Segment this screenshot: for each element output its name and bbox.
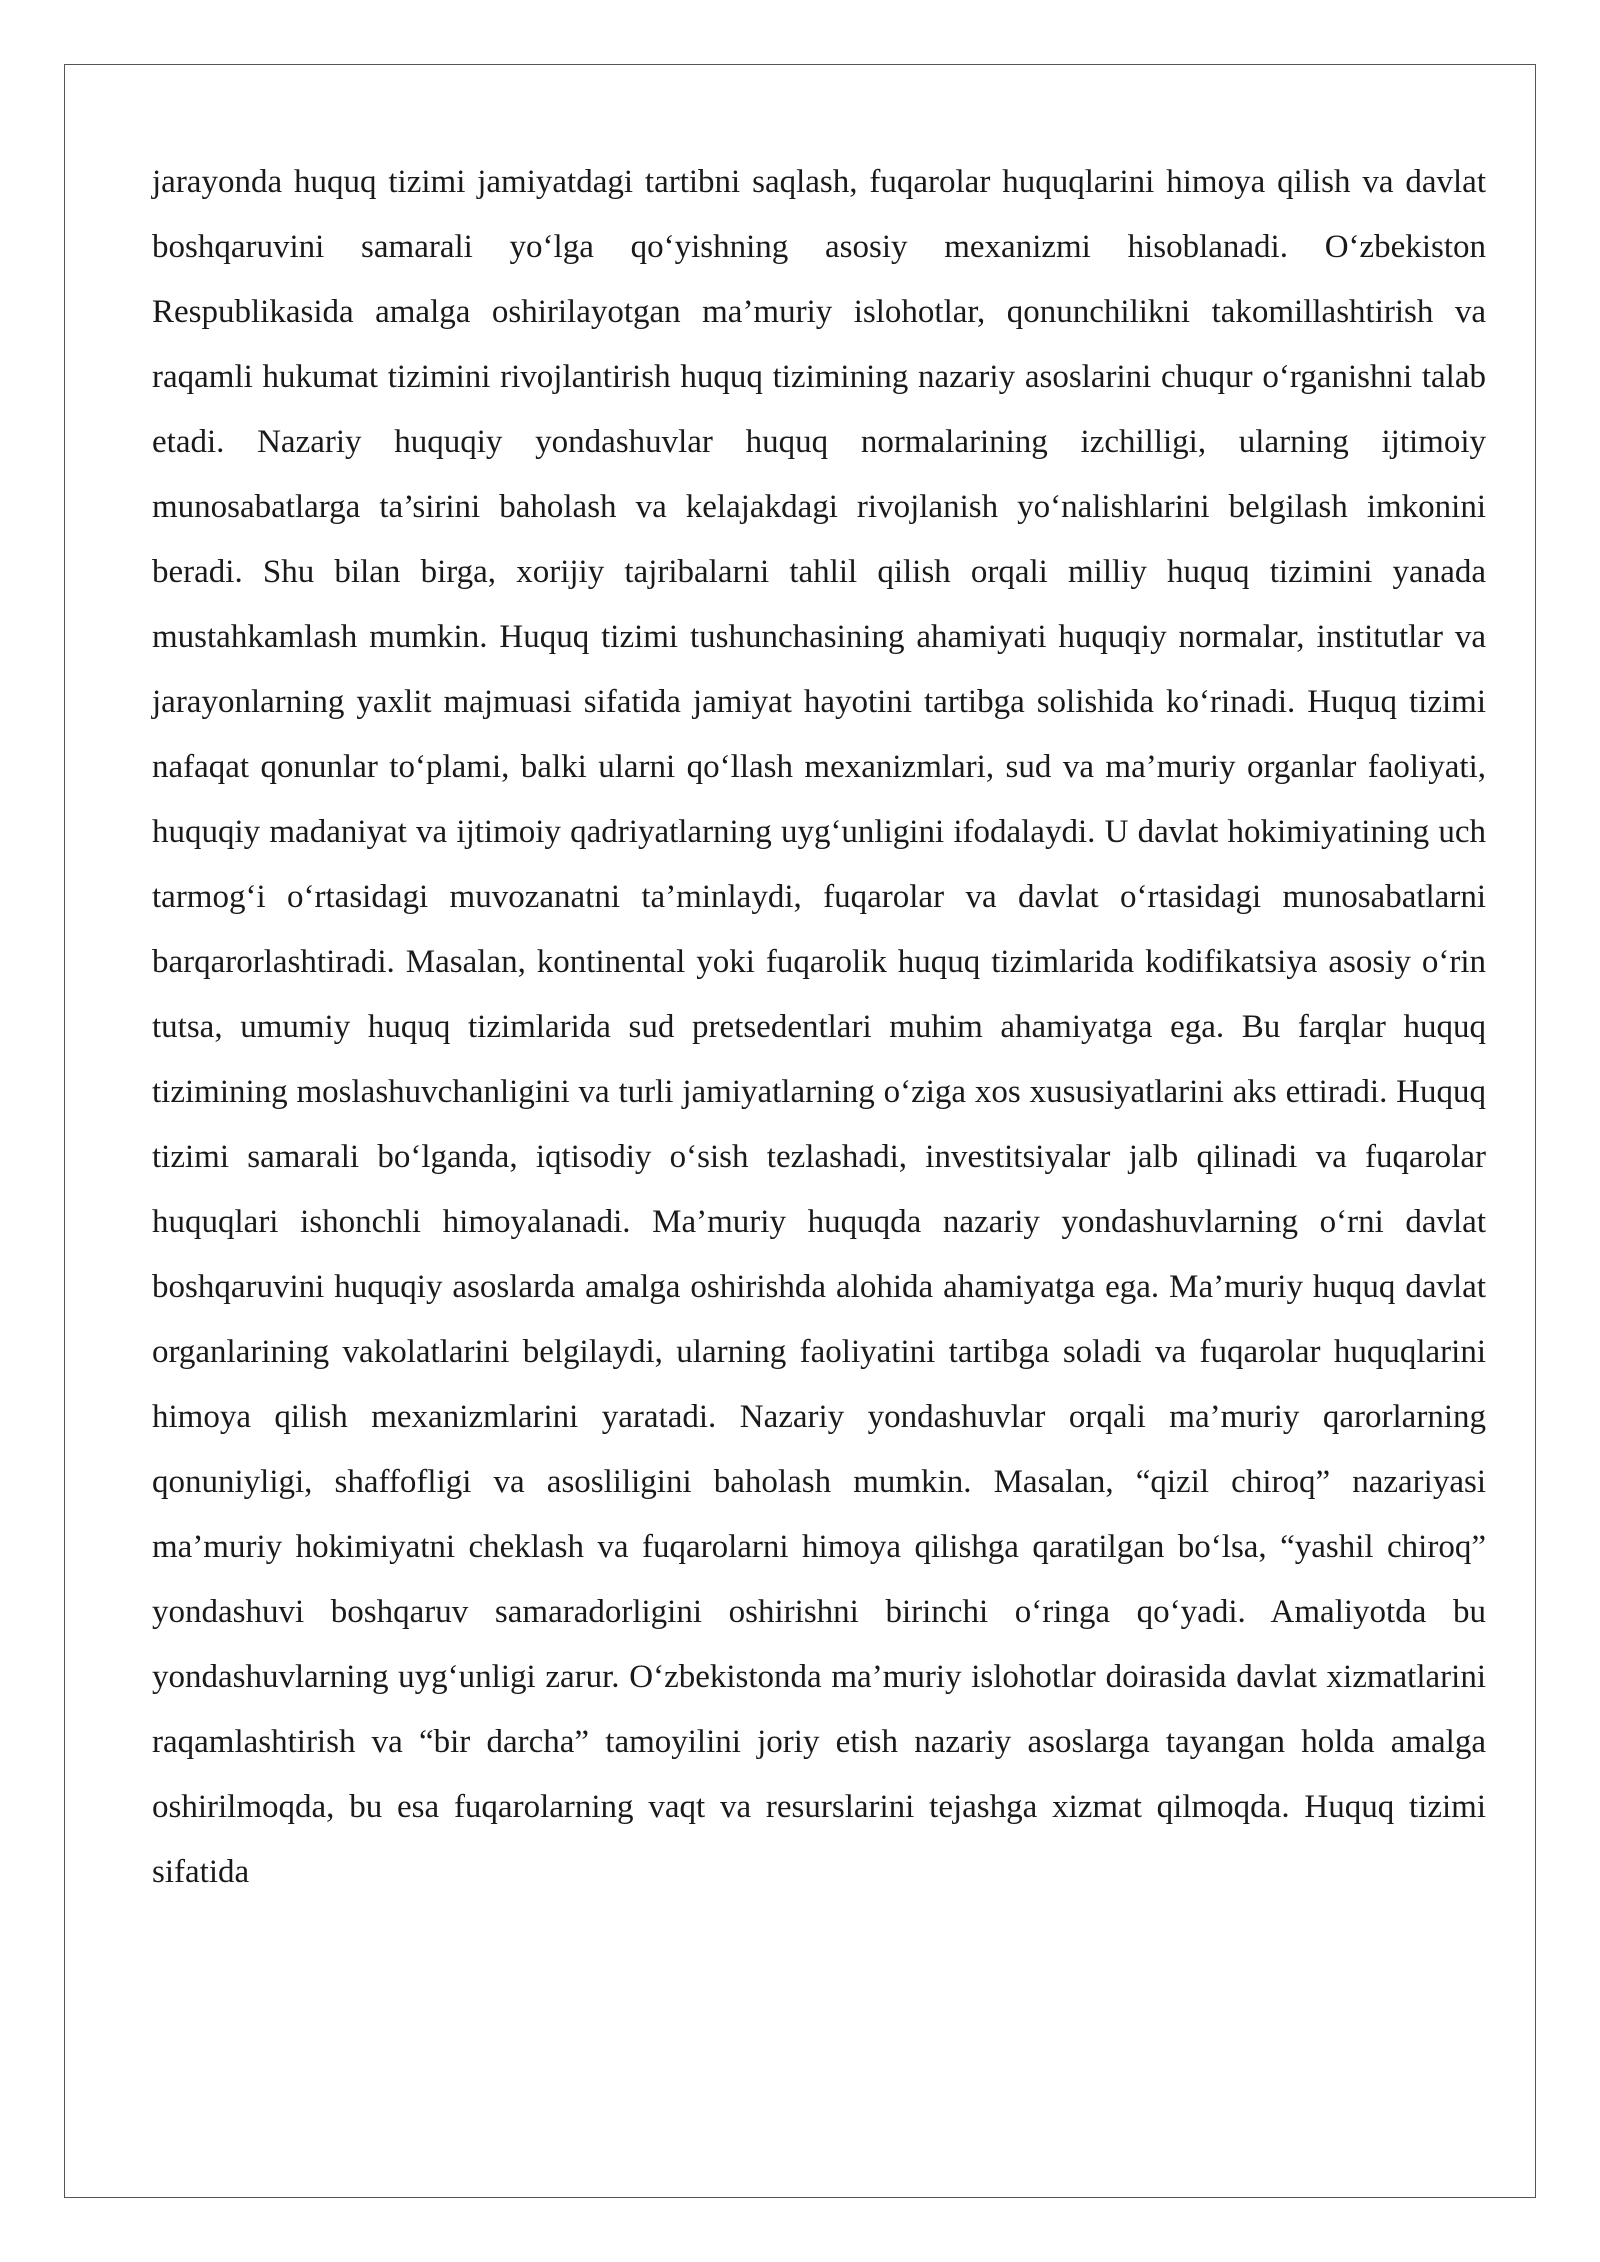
body-paragraph: jarayonda huquq tizimi jamiyatdagi tartibni saqlash, fuqarolar huquqlarini himoya qilish va davlat boshqaruvini samarali yo‘lga qo‘yishning asosiy mexanizmi hisoblanadi. O‘zbekiston Respublikasida amalga oshirilayotgan ma’muriy islohotlar, qonunchilikni takomillashtirish va raqamli hukumat tizimini rivojlantirish huquq tizimining nazariy asoslarini chuqur o‘rganishni talab etadi. Nazariy huquqiy yondashuvlar huquq normalarining izchilligi, ularning ijtimoiy munosabatlarga ta’sirini baholash va kelajakdagi rivojlanish yo‘nalishlarini belgilash imkonini beradi. Shu bilan birga, xorijiy tajribalarni tahlil qilish orqali milliy huquq tizimini yanada mustahkamlash mumkin. Huquq tizimi tushunchasining ahamiyati huquqiy normalar, institutlar va jarayonlarning yaxlit majmuasi sifatida jamiyat hayotini tartibga solishida ko‘rinadi. Huquq tizimi nafaqat qonunlar to‘plami, balki ularni qo‘llash mexanizmlari, sud va ma’muriy organlar faoliyati, huquqiy madaniyat va ijtimoiy qadriyatlarning uyg‘unligini ifodalaydi. U davlat hokimiyatining uch tarmog‘i o‘rtasidagi muvozanatni ta’minlaydi, fuqarolar va davlat o‘rtasidagi munosabatlarni barqarorlashtiradi. Masalan, kontinental yoki fuqarolik huquq tizimlarida kodifikatsiya asosiy o‘rin tutsa, umumiy huquq tizimlarida sud pretsedentlari muhim ahamiyatga ega. Bu farqlar huquq tizimining moslashuvchanligini va turli jamiyatlarning o‘ziga xos xususiyatlarini aks ettiradi. Huquq tizimi samarali bo‘lganda, iqtisodiy o‘sish tezlashadi, investitsiyalar jalb qilinadi va fuqarolar huquqlari ishonchli himoyalanadi. Ma’muriy huquqda nazariy yondashuvlarning o‘rni davlat boshqaruvini huquqiy asoslarda amalga oshirishda alohida ahamiyatga ega. Ma’muriy huquq davlat organlarining vakolatlarini belgilaydi, ularning faoliyatini tartibga soladi va fuqarolar huquqlarini himoya qilish mexanizmlarini yaratadi. Nazariy yondashuvlar orqali ma’muriy qarorlarning qonuniyligi, shaffofligi va asosliligini baholash mumkin. Masalan, “qizil chiroq” nazariyasi ma’muriy hokimiyatni cheklash va fuqarolarni himoya qilishga qaratilgan bo‘lsa, “yashil chiroq” yondashuvi boshqaruv samaradorligini oshirishni birinchi o‘ringa qo‘yadi. Amaliyotda bu yondashuvlarning uyg‘unligi zarur. O‘zbekistonda ma’muriy islohotlar doirasida davlat xizmatlarini raqamlashtirish va “bir darcha” tamoyilini joriy etish nazariy asoslarga tayangan holda amalga oshirilmoqda, bu esa fuqarolarning vaqt va resurslarini tejashga xizmat qilmoqda. Huquq tizimi sifatida <box>152 164 1486 1890</box>
